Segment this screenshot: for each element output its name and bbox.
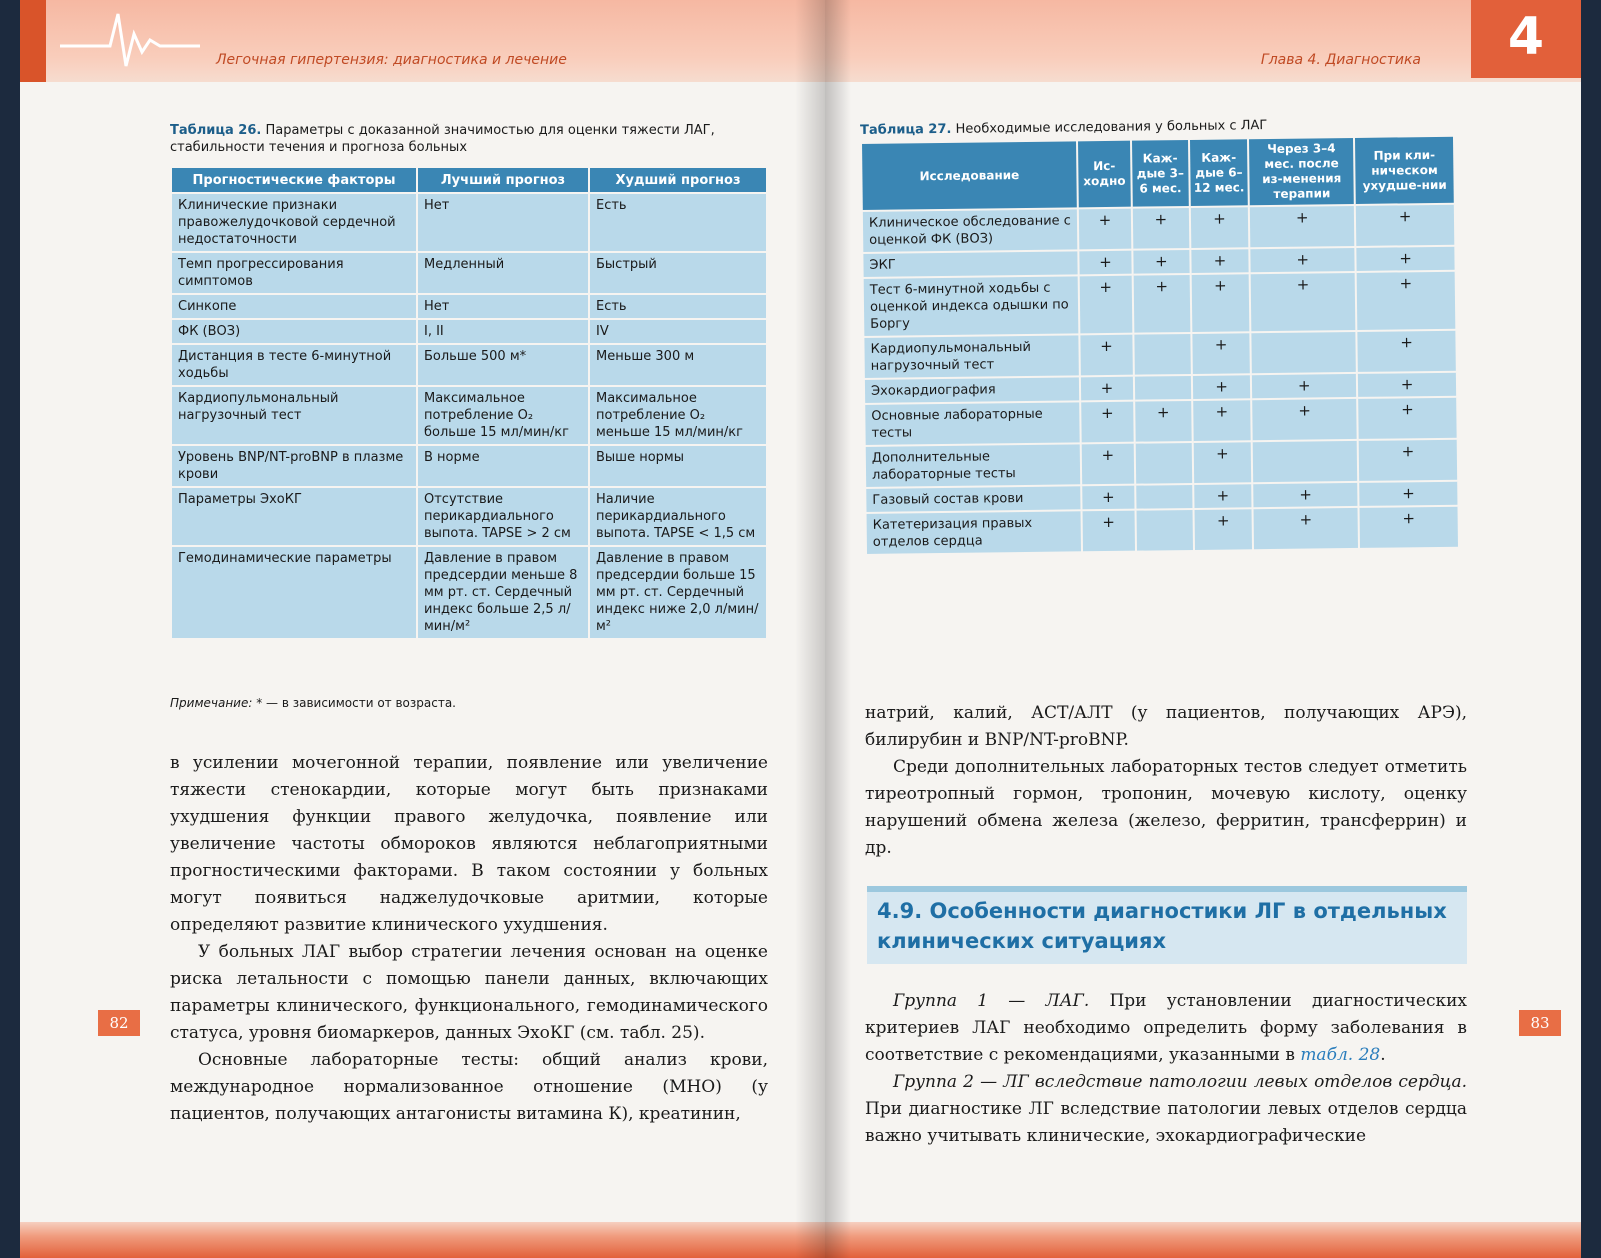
footer-band <box>20 1222 825 1258</box>
table-cell <box>1133 333 1191 376</box>
table-row <box>171 445 767 487</box>
page-number: 82 <box>98 1010 140 1036</box>
table-cell: + <box>1079 275 1134 335</box>
table-row <box>171 252 767 294</box>
table-cell: Дистанция в тесте 6-минутной ходьбы <box>171 344 417 386</box>
group-2-text: При диагностике ЛГ вследствие патологии левых отделов сердца важно учитывать клинические, эхокардиографические <box>865 1099 1467 1146</box>
table-cell: + <box>1190 206 1250 249</box>
group-1-label: Группа 1 — ЛАГ. <box>893 991 1090 1011</box>
table-cell: + <box>1250 272 1357 332</box>
table-cell: + <box>1078 250 1132 276</box>
table-cell <box>1135 442 1193 485</box>
table-cell <box>1134 375 1192 401</box>
table-header-cell: При кли-ническом ухудше-нии <box>1354 136 1455 205</box>
table-row <box>171 193 767 252</box>
table-cell: + <box>1357 397 1457 440</box>
table-cell: Основные лабораторные тесты <box>864 401 1080 446</box>
table-cell: + <box>1132 249 1190 275</box>
table-27-label: Таблица 27. <box>860 121 952 138</box>
table-header-cell: Лучший прогноз <box>417 167 589 193</box>
table-header-cell: Ис-ходно <box>1077 140 1132 209</box>
table-row <box>864 397 1457 446</box>
table-28-link[interactable]: табл. 28 <box>1300 1045 1381 1065</box>
table-cell: + <box>1081 443 1135 486</box>
table-row <box>171 487 767 546</box>
table-row <box>863 271 1457 337</box>
table-cell <box>1135 484 1193 510</box>
table-cell: Клиническое обследование с оценкой ФК (ВОЗ) <box>862 208 1078 253</box>
table-cell: Синкопе <box>171 294 417 319</box>
table-cell: + <box>1251 398 1358 441</box>
table-header-cell: Худший прогноз <box>589 167 767 193</box>
right-page <box>825 0 1581 1258</box>
table-cell: В норме <box>417 445 589 487</box>
table-cell: + <box>1078 208 1132 251</box>
table-cell: + <box>1193 483 1253 509</box>
table-cell: Кардиопульмональный нагрузочный тест <box>863 334 1079 379</box>
table-header-cell: Прогностические факторы <box>171 167 417 193</box>
table-cell: + <box>1357 372 1457 398</box>
group-2-label: Группа 2 — ЛГ вследствие патологии левых отделов сердца. <box>893 1072 1467 1092</box>
footer-band <box>825 1222 1581 1258</box>
table-row <box>863 330 1456 379</box>
paragraph: Среди дополнительных лабораторных тестов следует отметить тиреотропный гормон, тропонин, мочевую кислоту, оценку нарушений обмена железа (железо, ферритин, трансферрин) и др. <box>865 757 1467 858</box>
note-text: * — в зависимости от возраста. <box>252 696 456 710</box>
table-cell: Наличие перикардиального выпота. TAPSE < 1,5 см <box>589 487 767 546</box>
table-cell: Параметры ЭхоКГ <box>171 487 417 546</box>
table-cell: + <box>1080 376 1134 402</box>
table-cell: Есть <box>589 193 767 252</box>
running-head: Легочная гипертензия: диагностика и лечение <box>216 52 567 68</box>
header-band <box>825 0 1581 82</box>
paragraph: У больных ЛАГ выбор стратегии лечения основан на оценке риска летальности с помощью панели данных, включающих параметры клинического, функционального, гемодинамического статуса, уровня биомаркеров, данных ЭхоКГ (см. табл. 25). <box>170 942 768 1043</box>
table-cell: Давление в правом предсердии меньше 8 мм рт. ст. Сердечный индекс больше 2,5 л/мин/м² <box>417 546 589 639</box>
table-cell: + <box>1250 247 1356 273</box>
paragraph: натрий, калий, АСТ/АЛТ (у пациентов, получающих АРЭ), билирубин и BNP/NT-proBNP. <box>865 703 1467 750</box>
table-cell: + <box>1081 485 1135 511</box>
table-cell: + <box>1249 205 1356 248</box>
table-note <box>170 696 456 710</box>
table-26 <box>170 166 768 640</box>
table-cell: Выше нормы <box>589 445 767 487</box>
table-cell: Дополнительные лабораторные тесты <box>865 443 1081 488</box>
table-cell: Нет <box>417 193 589 252</box>
table-cell: + <box>1355 204 1455 247</box>
table-cell: Гемодинамические параметры <box>171 546 417 639</box>
table-cell: Темп прогрессирования симптомов <box>171 252 417 294</box>
table-cell: + <box>1082 510 1136 553</box>
table-cell: + <box>1132 207 1190 250</box>
table-row <box>862 204 1455 253</box>
table-cell: + <box>1251 373 1357 399</box>
table-cell: + <box>1356 246 1456 272</box>
table-cell: Тест 6-минутной ходьбы с оценкой индекса одышки по Боргу <box>863 275 1080 337</box>
running-head: Глава 4. Диагностика <box>1260 52 1421 68</box>
table-26-caption-text: Параметры с доказанной значимостью для оценки тяжести ЛАГ, стабильности течения и прогноза больных <box>170 123 715 155</box>
table-cell: + <box>1356 271 1456 331</box>
note-label: Примечание: <box>170 696 253 710</box>
table-cell: Нет <box>417 294 589 319</box>
right-body-text-bottom <box>865 988 1467 1150</box>
table-cell <box>1251 331 1358 374</box>
table-cell: + <box>1080 401 1134 444</box>
table-cell: + <box>1134 400 1192 443</box>
table-cell: Давление в правом предсердии больше 15 мм рт. ст. Сердечный индекс ниже 2,0 л/мин/м² <box>589 546 767 639</box>
chapter-number-tab: 4 <box>1471 0 1581 78</box>
table-cell: + <box>1133 274 1192 334</box>
table-row <box>171 319 767 344</box>
table-cell: Быстрый <box>589 252 767 294</box>
paragraph: в усилении мочегонной терапии, появление или увеличение тяжести стенокардии, которые могут быть признаками ухудшения функции правого желудочка, появление или увеличение частоты обмороков являются неблагоприятными прогностическими факторами. В таком состоянии у больных могут появиться наджелудочковые аритмии, которые определяют развитие клинического ухудшения. <box>170 753 768 935</box>
table-header-cell: Через 3–4 мес. после из-менения терапии <box>1248 137 1355 206</box>
table-cell: Клинические признаки правожелудочковой сердечной недостаточности <box>171 193 417 252</box>
table-cell: + <box>1357 330 1457 373</box>
table-cell: Максимальное потребление O₂ больше 15 мл/мин/кг <box>417 386 589 445</box>
table-cell: + <box>1191 273 1251 333</box>
table-header-cell: Каж-дые 3–6 мес. <box>1131 139 1190 208</box>
table-header-cell: Исследование <box>861 140 1078 211</box>
table-cell: + <box>1358 439 1458 482</box>
table-cell: + <box>1192 399 1252 442</box>
table-cell: Меньше 300 м <box>589 344 767 386</box>
table-cell: Газовый состав крови <box>865 485 1081 513</box>
paragraph: Группа 1 — ЛАГ. При установлении диагностических критериев ЛАГ необходимо определить форму заболевания в соответствие с рекомендациями, указанными в табл. 28. <box>865 991 1468 1065</box>
table-cell: + <box>1193 508 1253 551</box>
heartbeat-logo-icon <box>60 4 200 74</box>
table-cell: Медленный <box>417 252 589 294</box>
table-26-caption <box>170 122 770 156</box>
table-cell: Уровень BNP/NT-proBNP в плазме крови <box>171 445 417 487</box>
table-row <box>865 439 1458 488</box>
group-1-text: При установлении диагностических критериев ЛАГ необходимо определить форму заболевания в соответствие с рекомендациями, указанными в <box>865 991 1468 1065</box>
table-row <box>866 506 1459 555</box>
table-cell: Больше 500 м* <box>417 344 589 386</box>
table-header-cell: Каж-дые 6–12 мес. <box>1189 138 1249 207</box>
table-cell: Максимальное потребление O₂ меньше 15 мл/мин/кг <box>589 386 767 445</box>
table-26-label: Таблица 26. <box>170 123 262 138</box>
table-cell: Отсутствие перикардиального выпота. TAPSE > 2 см <box>417 487 589 546</box>
table-cell: ЭКГ <box>862 250 1078 278</box>
table-row <box>171 386 767 445</box>
table-cell: Катетеризация правых отделов сердца <box>866 510 1082 555</box>
table-row <box>171 294 767 319</box>
left-page <box>20 0 825 1258</box>
table-27-caption-text: Необходимые исследования у больных с ЛАГ <box>955 118 1268 137</box>
page-number: 83 <box>1519 1010 1561 1036</box>
right-body-text-top <box>865 700 1467 862</box>
table-cell: IV <box>589 319 767 344</box>
table-cell: Эхокардиография <box>864 376 1080 404</box>
section-heading: 4.9. Особенности диагностики ЛГ в отдельных клинических ситуациях <box>867 886 1467 964</box>
table-cell: + <box>1358 481 1458 507</box>
paragraph <box>865 1069 1467 1150</box>
table-cell: + <box>1193 441 1253 484</box>
table-cell: Кардиопульмональный нагрузочный тест <box>171 386 417 445</box>
table-cell: + <box>1252 482 1358 508</box>
table-cell: I, II <box>417 319 589 344</box>
table-cell: + <box>1359 506 1459 549</box>
table-cell <box>1135 509 1193 552</box>
table-cell: + <box>1079 334 1133 377</box>
table-row <box>171 344 767 386</box>
table-cell: + <box>1191 332 1251 375</box>
table-cell: + <box>1253 507 1360 550</box>
table-row <box>171 546 767 639</box>
table-cell: + <box>1190 248 1250 274</box>
table-cell <box>1252 440 1359 483</box>
table-cell: ФК (ВОЗ) <box>171 319 417 344</box>
paragraph: Основные лабораторные тесты: общий анализ крови, международное нормализованное отношение (МНО) (у пациентов, получающих антагонисты витамина К), креатинин, <box>170 1050 768 1124</box>
table-cell: + <box>1192 374 1252 400</box>
table-27 <box>860 135 1460 556</box>
left-body-text <box>170 750 768 1128</box>
table-cell: Есть <box>589 294 767 319</box>
